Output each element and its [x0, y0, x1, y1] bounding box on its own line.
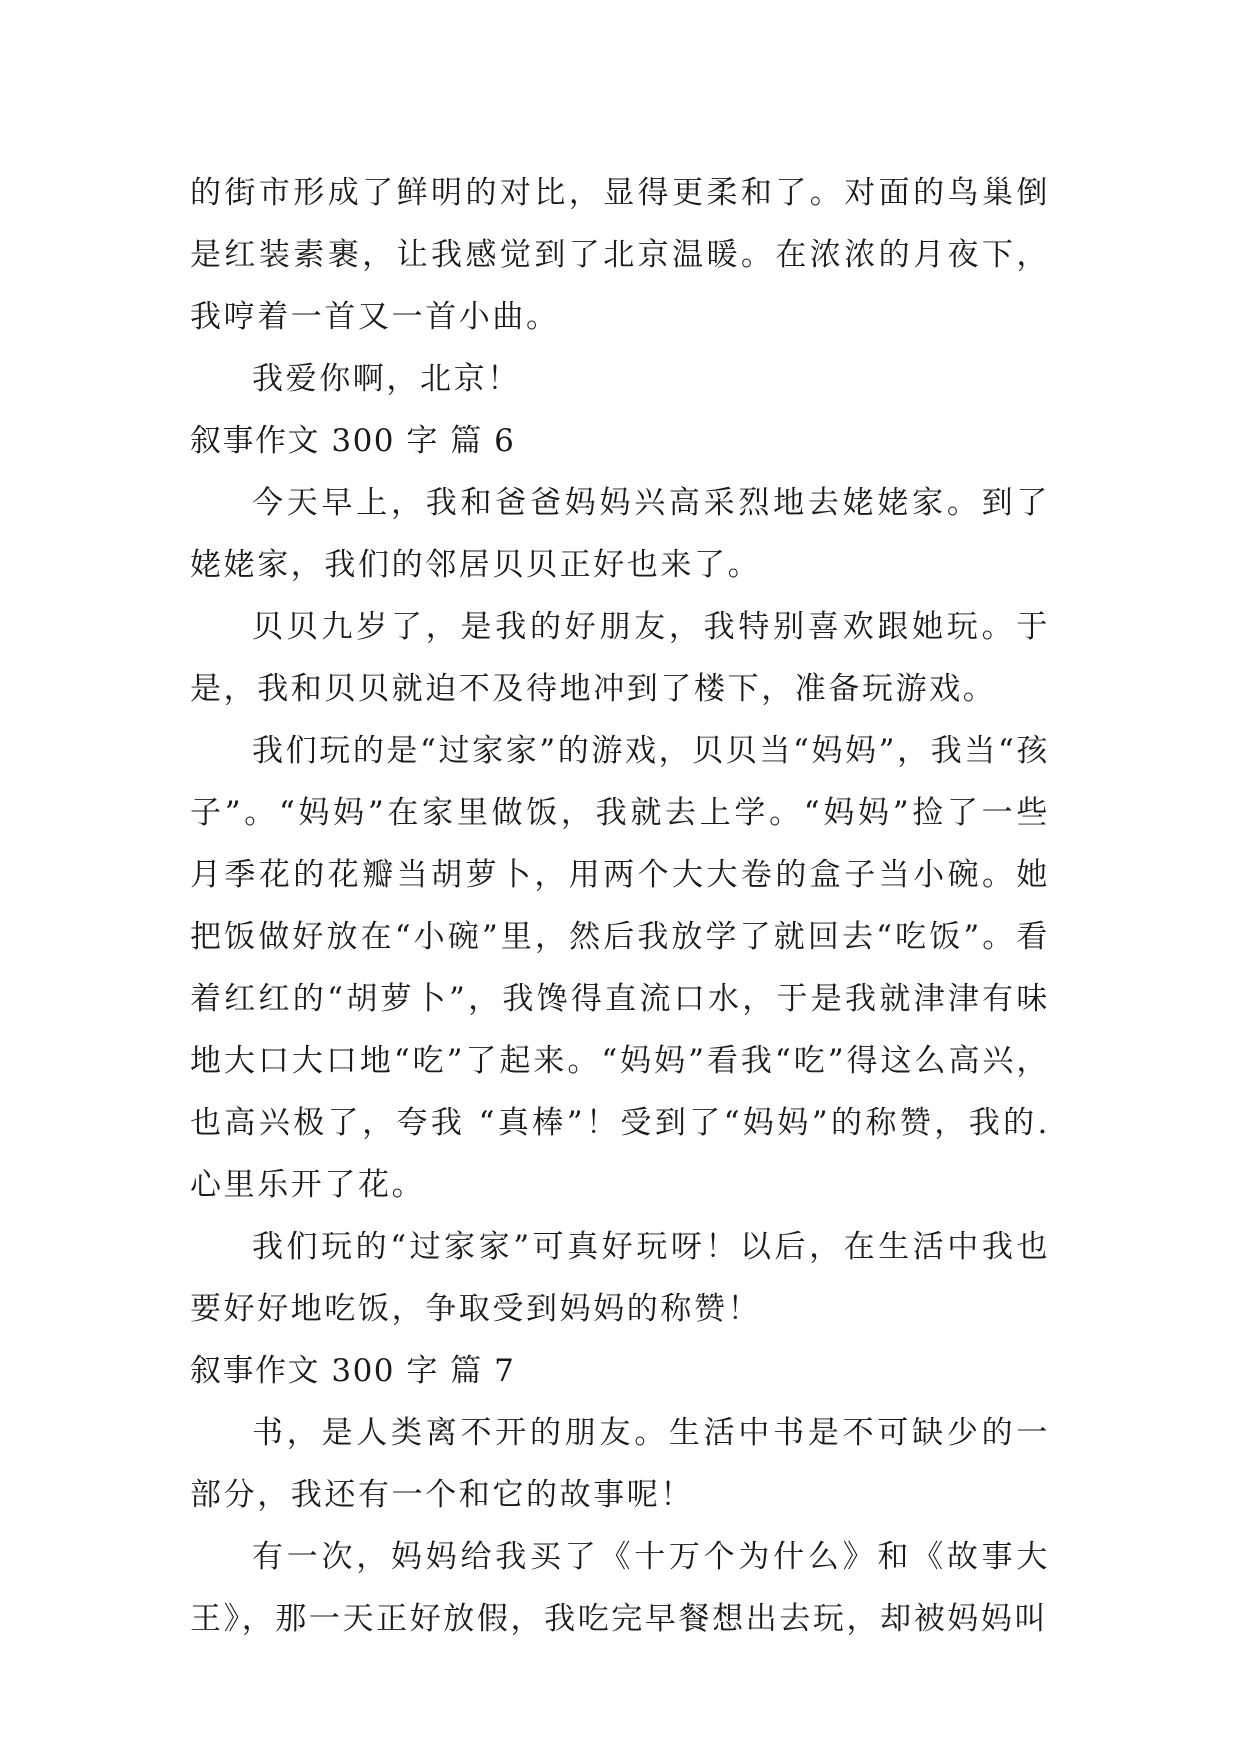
paragraph: 我们玩的“过家家”可真好玩呀！以后，在生活中我也要好好地吃饭，争取受到妈妈的称赞！: [190, 1229, 1050, 1327]
paragraph: 有一次，妈妈给我买了《十万个为什么》和《故事大王》，那一天正好放假，我吃完早餐想出去玩，却被妈妈叫: [190, 1539, 1050, 1637]
section-heading: 叙事作文 300 字 篇 6: [190, 423, 516, 459]
section-heading: 叙事作文 300 字 篇 7: [190, 1353, 516, 1389]
paragraph-continued: 的街市形成了鲜明的对比，显得更柔和了。对面的鸟巢倒是红装素裹，让我感觉到了北京温暖。在浓浓的月夜下，我哼着一首又一首小曲。: [190, 175, 1050, 335]
paragraph: 今天早上，我和爸爸妈妈兴高采烈地去姥姥家。到了姥姥家，我们的邻居贝贝正好也来了。: [190, 485, 1050, 583]
paragraph: 书，是人类离不开的朋友。生活中书是不可缺少的一部分，我还有一个和它的故事呢！: [190, 1415, 1050, 1513]
paragraph: 贝贝九岁了，是我的好朋友，我特别喜欢跟她玩。于是，我和贝贝就迫不及待地冲到了楼下，准备玩游戏。: [190, 609, 1050, 707]
paragraph: 我爱你啊，北京！: [252, 361, 521, 397]
paragraph: 我们玩的是“过家家”的游戏，贝贝当“妈妈”，我当“孩子”。“妈妈”在家里做饭，我就去上学。“妈妈”捡了一些月季花的花瓣当胡萝卜，用两个大大卷的盒子当小碗。她把饭做好放在“小碗”里，然后我放学了就回去“吃饭”。看着红红的“胡萝卜”，我馋得直流口水，于是我就津津有味地大口大口地“吃”了起来。“妈妈”看我“吃”得这么高兴，也高兴极了，夸我 “真棒”！受到了“妈妈”的称赞，我的.心里乐开了花。: [190, 733, 1050, 1203]
document-page: [190, 162, 1050, 1650]
